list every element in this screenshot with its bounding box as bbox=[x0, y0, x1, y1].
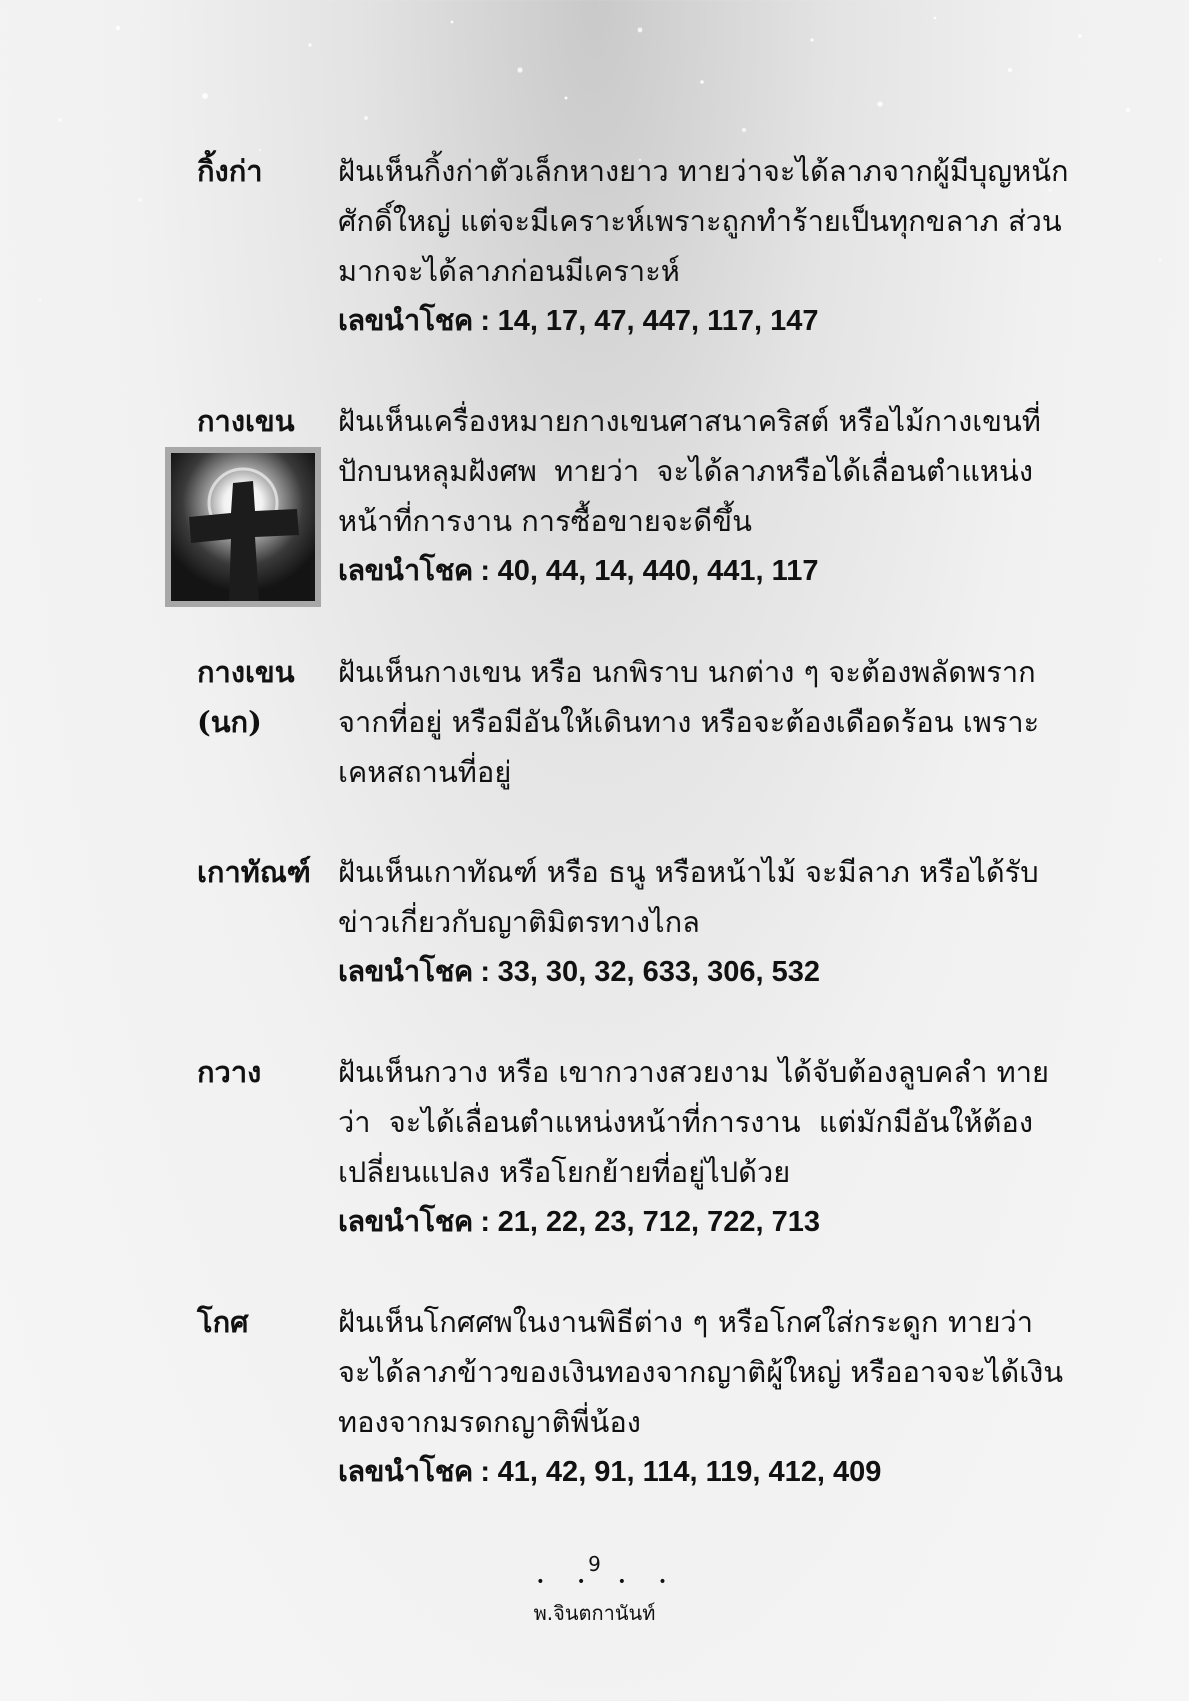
entry-description-line: จากที่อยู่ หรือมีอันให้เดินทาง หรือจะต้องเดือดร้อน เพราะ bbox=[338, 705, 1040, 739]
entry-term-line: กางเขน bbox=[197, 404, 295, 438]
entry-term bbox=[197, 1047, 327, 1097]
entry-body bbox=[338, 847, 1039, 997]
entry-term-line: (นก) bbox=[197, 705, 262, 739]
entry-description-line: ทองจากมรดกญาติพี่น้อง bbox=[338, 1405, 641, 1439]
lucky-numbers-label: เลขนำโชค : bbox=[338, 956, 490, 988]
entry-description-line: ปักบนหลุมฝังศพ ทายว่า จะได้ลาภหรือได้เลื่อนตำแหน่ง bbox=[338, 454, 1033, 488]
entry-body bbox=[338, 396, 1041, 596]
cross-silhouette-icon bbox=[171, 453, 315, 601]
entry-term bbox=[197, 847, 327, 897]
entry-description-line: ฝันเห็นเกาทัณฑ์ หรือ ธนู หรือหน้าไม้ จะมีลาภ หรือได้รับ bbox=[338, 855, 1039, 889]
entry-description-line: ฝันเห็นกวาง หรือ เขากวางสวยงาม ได้จับต้องลูบคลำ ทาย bbox=[338, 1055, 1050, 1089]
entry-description-line: มากจะได้ลาภก่อนมีเคราะห์ bbox=[338, 254, 680, 288]
entry-description-line: ฝันเห็นกิ้งก่าตัวเล็กหางยาว ทายว่าจะได้ลาภจากผู้มีบุญหนัก bbox=[338, 154, 1069, 188]
lucky-numbers-label: เลขนำโชค : bbox=[338, 305, 490, 337]
footer-dots: • • • • bbox=[536, 1574, 681, 1590]
lucky-numbers-label: เลขนำโชค : bbox=[338, 555, 490, 587]
lucky-numbers bbox=[338, 296, 1033, 346]
entry-term-line: กางเขน bbox=[197, 655, 295, 689]
entry-term bbox=[197, 146, 327, 196]
entry-term-line: โกศ bbox=[197, 1305, 249, 1339]
entry-body bbox=[338, 1297, 1064, 1497]
lucky-numbers-values: 21, 22, 23, 712, 722, 713 bbox=[497, 1206, 821, 1238]
entry-description-line: หน้าที่การงาน การซื้อขายจะดีขึ้น bbox=[338, 504, 752, 538]
lucky-numbers-label: เลขนำโชค : bbox=[338, 1206, 490, 1238]
entry-description-line: ข่าวเกี่ยวกับญาติมิตรทางไกล bbox=[338, 905, 700, 939]
lucky-numbers bbox=[338, 947, 1033, 997]
page-number: 9 bbox=[588, 1552, 601, 1576]
entry-description-line: เปลี่ยนแปลง หรือโยกย้ายที่อยู่ไปด้วย bbox=[338, 1155, 791, 1189]
entry-term-line: กิ้งก่า bbox=[197, 154, 263, 188]
lucky-numbers-values: 41, 42, 91, 114, 119, 412, 409 bbox=[497, 1456, 882, 1488]
entry-body bbox=[338, 146, 1069, 346]
entry-term-line: เกาทัณฑ์ bbox=[197, 855, 311, 889]
entry-body bbox=[338, 1047, 1050, 1247]
entry-term-line: กวาง bbox=[197, 1055, 262, 1089]
entry-description-line: ฝันเห็นโกศศพในงานพิธีต่าง ๆ หรือโกศใส่กระดูก ทายว่า bbox=[338, 1305, 1033, 1339]
lucky-numbers bbox=[338, 546, 1033, 596]
entry-description-line: ฝันเห็นเครื่องหมายกางเขนศาสนาคริสต์ หรือไม้กางเขนที่ bbox=[338, 404, 1041, 438]
lucky-numbers bbox=[338, 1447, 1033, 1497]
entry-term bbox=[197, 396, 327, 446]
entry-description-line: ฝันเห็นกางเขน หรือ นกพิราบ นกต่าง ๆ จะต้องพลัดพราก bbox=[338, 655, 1036, 689]
entry-description-line: ศักดิ์ใหญ่ แต่จะมีเคราะห์เพราะถูกทำร้ายเป็นทุกขลาภ ส่วน bbox=[338, 204, 1062, 238]
entry-body bbox=[338, 647, 1040, 797]
lucky-numbers-values: 40, 44, 14, 440, 441, 117 bbox=[497, 555, 819, 587]
lucky-numbers bbox=[338, 1197, 1033, 1247]
entry-description-line: ว่า จะได้เลื่อนตำแหน่งหน้าที่การงาน แต่มักมีอันให้ต้อง bbox=[338, 1105, 1033, 1139]
entry-description-line: เคหสถานที่อยู่ bbox=[338, 755, 512, 789]
entry-description-line: จะได้ลาภข้าวของเงินทองจากญาติผู้ใหญ่ หรืออาจจะได้เงิน bbox=[338, 1355, 1064, 1389]
lucky-numbers-values: 33, 30, 32, 633, 306, 532 bbox=[497, 956, 821, 988]
author-name: พ.จินตกานันท์ bbox=[533, 1601, 656, 1625]
entry-term bbox=[197, 647, 327, 747]
lucky-numbers-label: เลขนำโชค : bbox=[338, 1456, 490, 1488]
entry-term bbox=[197, 1297, 327, 1347]
lucky-numbers-values: 14, 17, 47, 447, 117, 147 bbox=[497, 305, 819, 337]
cross-photo bbox=[165, 447, 321, 607]
